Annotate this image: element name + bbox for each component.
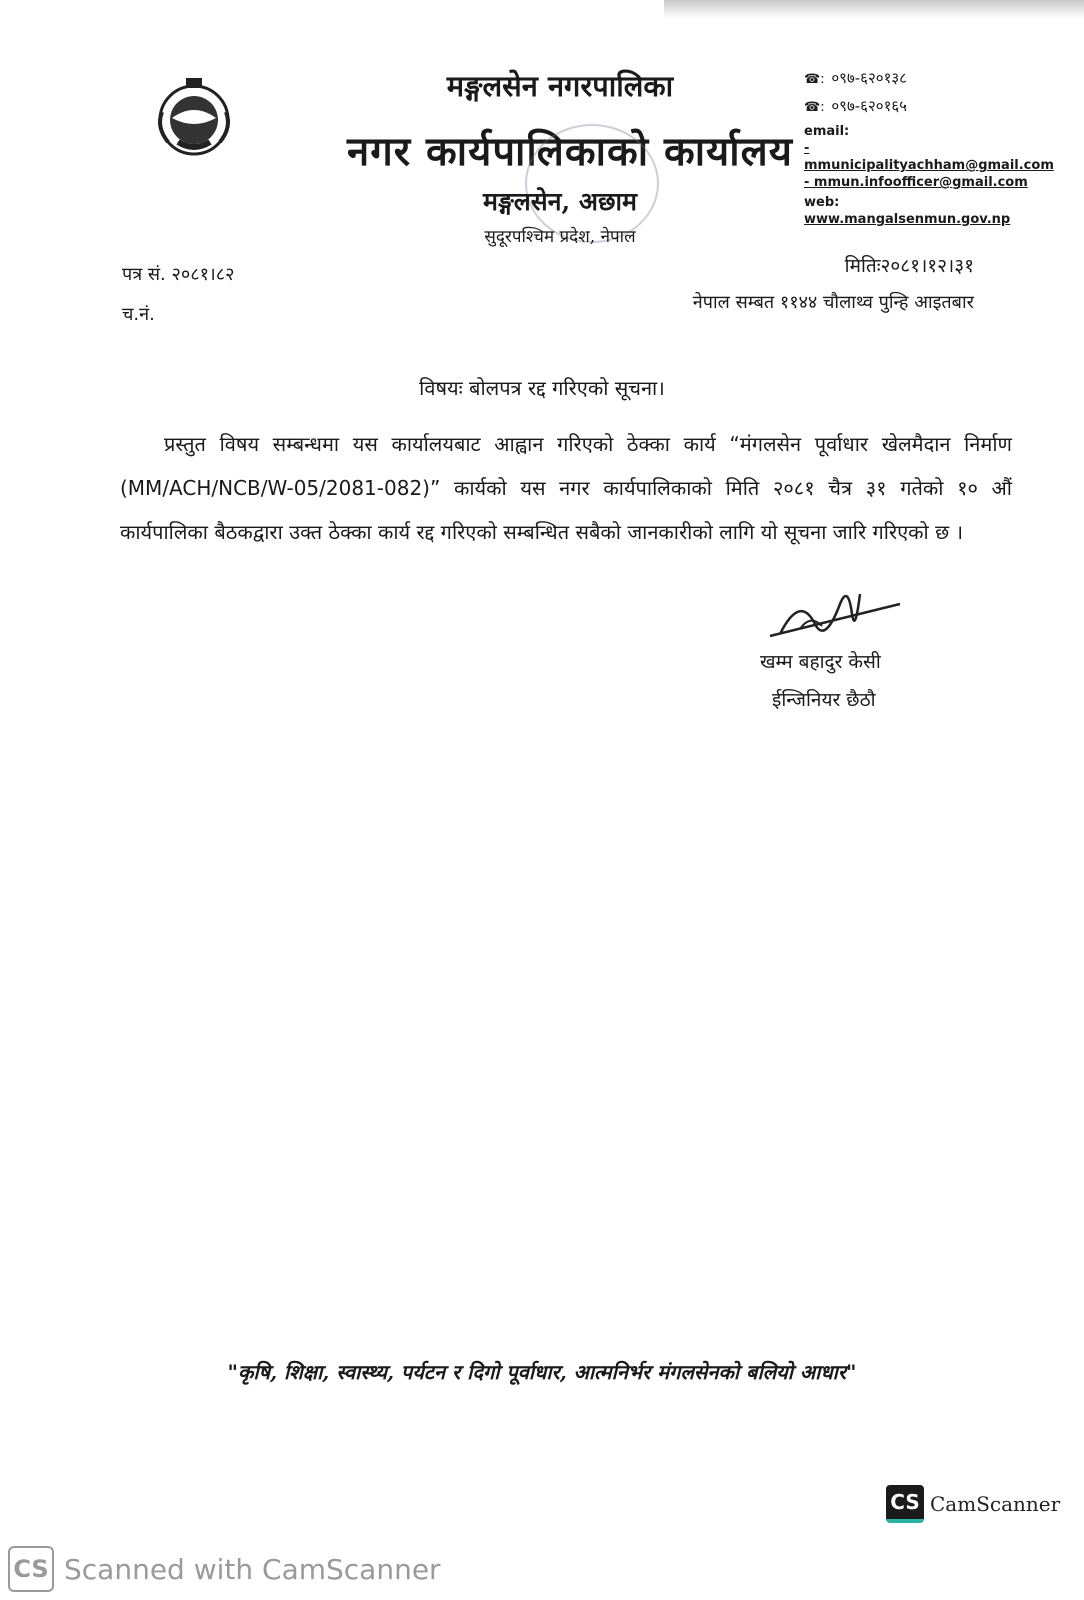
web-label: web: — [804, 195, 840, 210]
nepal-sambat-date: नेपाल सम्बत ११४४ चौलाथ्व पुन्हि आइतबार — [692, 292, 974, 313]
signature-icon — [760, 574, 910, 654]
camscanner-badge-text: CamScanner — [930, 1492, 1061, 1516]
website-link[interactable]: www.mangalsenmun.gov.np — [804, 212, 1011, 227]
office-province: सुदूरपश्चिम प्रदेश, नेपाल — [484, 227, 636, 247]
scanned-watermark-text: Scanned with CamScanner — [64, 1552, 441, 1586]
signatory-name: खम्म बहादुर केसी — [760, 651, 881, 673]
municipality-name: मङ्गलसेन नगरपालिका — [446, 69, 674, 103]
letter-subject: विषयः बोलपत्र रद्द गरिएको सूचना। — [419, 376, 665, 400]
dispatch-number: च.नं. — [122, 304, 155, 325]
municipality-emblem-icon — [148, 72, 240, 164]
email-label: email: — [804, 124, 850, 139]
scanned-watermark — [8, 1546, 441, 1592]
email-link-2[interactable]: - mmun.infoofficer@gmail.com — [804, 175, 1028, 190]
contact-block — [804, 64, 1054, 229]
office-title: नगर कार्यपालिकाको कार्यालय — [347, 128, 793, 175]
scan-shadow — [664, 0, 1084, 18]
phone-icon: ☎: — [804, 72, 825, 87]
email-link-1[interactable]: - mmunicipalityachham@gmail.com — [804, 141, 1054, 173]
camscanner-footer-logo-icon: CS — [8, 1546, 54, 1592]
camscanner-logo-icon: CS — [886, 1485, 924, 1523]
signatory-title: ईन्जिनियर छैठौ — [772, 689, 876, 711]
phone-icon: ☎: — [804, 100, 825, 115]
reference-number: पत्र सं. २०८१।८२ — [122, 264, 235, 285]
letter-date: मितिः२०८१।१२।३१ — [844, 255, 974, 277]
letter-body: प्रस्तुत विषय सम्बन्धमा यस कार्यालयबाट आह्वान गरिएको ठेक्का कार्य “मंगलसेन पूर्वाधार खेलमैदान निर्माण (MM/ACH/NCB/W-05/2081-082)” कार्यको यस नगर कार्यपालिकाको मिति २०८१ चैत्र ३१ गतेको १० औं कार्यपालिका बैठकद्वारा उक्त ठेक्का कार्य रद्द गरिएको सम्बन्धित सबैको जानकारीको लागि यो सूचना जारि गरिएको छ । — [120, 432, 1012, 544]
camscanner-badge — [886, 1484, 1060, 1524]
phone-line-2: ☎: ०९७-६२०१६५ — [804, 97, 907, 115]
phone-line-1: ☎: ०९७-६२०१३८ — [804, 69, 907, 87]
municipality-motto: "कृषि, शिक्षा, स्वास्थ्य, पर्यटन र दिगो पूर्वाधार, आत्मनिर्भर मंगलसेनको बलियो आधार" — [227, 1360, 857, 1384]
office-location: मङ्गलसेन, अछाम — [483, 187, 637, 216]
